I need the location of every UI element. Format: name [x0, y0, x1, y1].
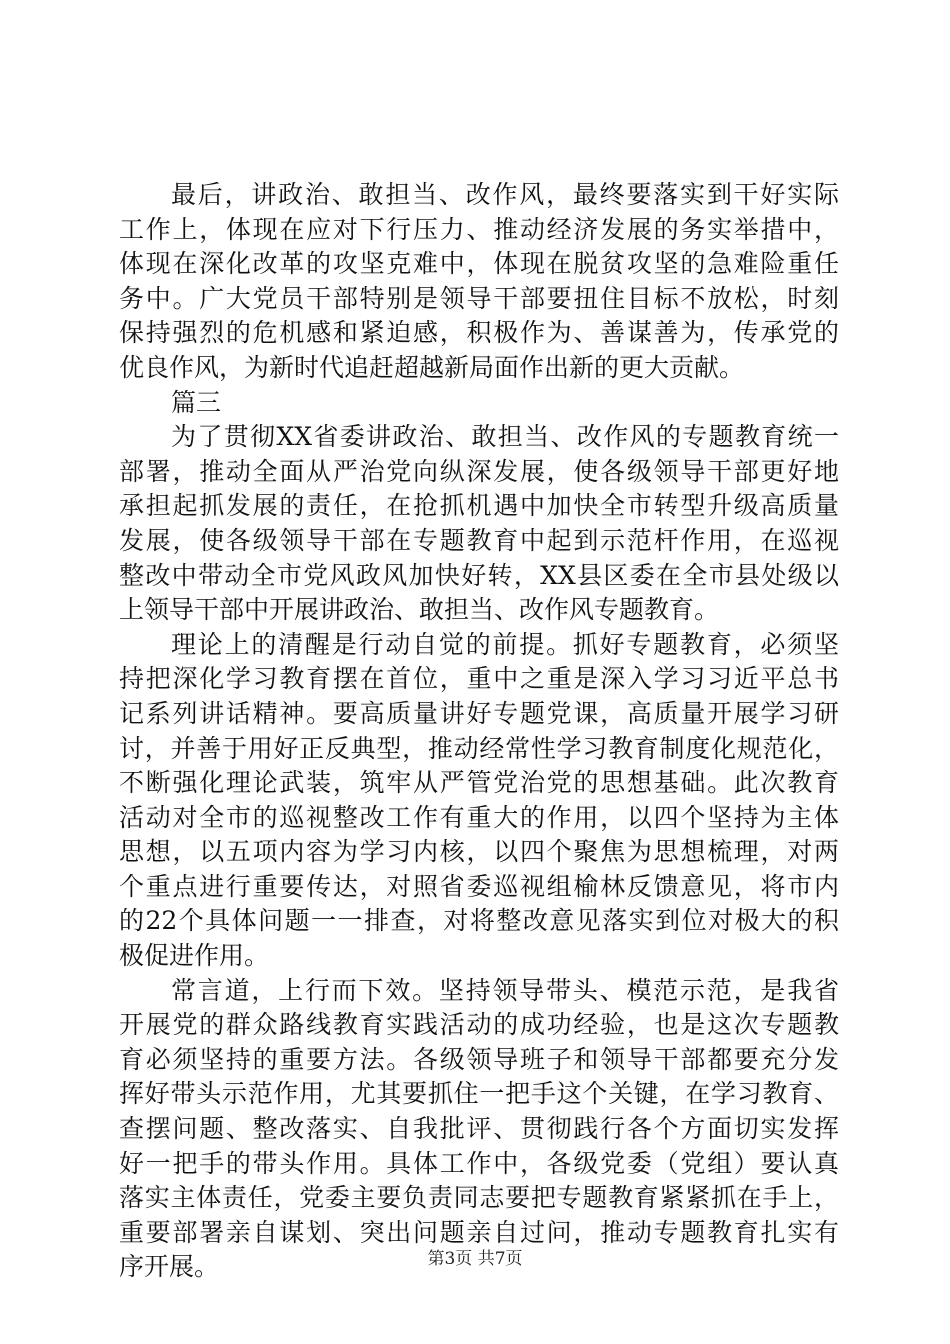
document-line: 思想，以五项内容为学习内核，以四个聚焦为思想梳理，对两 — [119, 837, 839, 867]
document-line: 工作上，体现在应对下行压力、推动经济发展的务实举措中， — [119, 214, 839, 244]
document-line: 活动对全市的巡视整改工作有重大的作用，以四个坚持为主体 — [119, 802, 839, 832]
document-line: 保持强烈的危机感和紧迫感，积极作为、善谋善为，传承党的 — [119, 318, 839, 348]
document-line: 上领导干部中开展讲政治、敢担当、改作风专题教育。 — [119, 595, 720, 625]
document-line: 最后，讲政治、敢担当、改作风，最终要落实到干好实际 — [171, 180, 839, 209]
document-line: 常言道，上行而下效。坚持领导带头、模范示范，是我省 — [171, 975, 839, 1005]
document-line: 体现在深化改革的攻坚克难中，体现在脱贫攻坚的急难险重任 — [119, 249, 839, 279]
document-line: 发展，使各级领导干部在专题教育中起到示范杆作用，在巡视 — [119, 525, 839, 555]
document-line: 育必须坚持的重要方法。各级领导班子和领导干部都要充分发 — [119, 1044, 839, 1074]
document-body — [119, 178, 839, 1285]
document-line: 个重点进行重要传达，对照省委巡视组榆林反馈意见，将市内 — [119, 871, 839, 901]
document-line: 序开展。 — [119, 1252, 220, 1282]
document-line: 不断强化理论武装，筑牢从严管党治党的思想基础。此次教育 — [119, 768, 839, 798]
document-line: 好一把手的带头作用。具体工作中，各级党委（党组）要认真 — [119, 1148, 839, 1178]
document-line: 重要部署亲自谋划、突出问题亲自过问，推动专题教育扎实有 — [119, 1217, 839, 1247]
document-line: 持把深化学习教育摆在首位，重中之重是深入学习习近平总书 — [119, 664, 839, 694]
document-line: 理论上的清醒是行动自觉的前提。抓好专题教育，必须坚 — [171, 629, 839, 659]
document-line: 查摆问题、整改落实、自我批评、贯彻践行各个方面切实发挥 — [119, 1114, 839, 1144]
document-line: 记系列讲话精神。要高质量讲好专题党课，高质量开展学习研 — [119, 698, 839, 728]
document-line: 承担起抓发展的责任，在抢抓机遇中加快全市转型升级高质量 — [119, 491, 839, 521]
document-line: 篇三 — [171, 387, 222, 417]
document-line: 讨，并善于用好正反典型，推动经常性学习教育制度化规范化， — [119, 733, 839, 763]
document-line: 整改中带动全市党风政风加快好转，XX县区委在全市县处级以 — [119, 560, 839, 590]
document-line: 落实主体责任，党委主要负责同志要把专题教育紧紧抓在手上， — [119, 1183, 839, 1213]
document-line: 部署，推动全面从严治党向纵深发展，使各级领导干部更好地 — [119, 456, 839, 486]
document-line: 的22个具体问题一一排查，对将整改意见落实到位对极大的积 — [119, 906, 839, 936]
document-line: 挥好带头示范作用，尤其要抓住一把手这个关键，在学习教育、 — [119, 1079, 839, 1109]
document-line: 优良作风，为新时代追赶超越新局面作出新的更大贡献。 — [119, 352, 745, 382]
document-line: 极促进作用。 — [119, 941, 270, 971]
page-footer: 第3页 共7页 — [427, 1249, 523, 1269]
document-line: 为了贯彻XX省委讲政治、敢担当、改作风的专题教育统一 — [171, 422, 839, 452]
document-line: 开展党的群众路线教育实践活动的成功经验，也是这次专题教 — [119, 1010, 839, 1040]
document-line: 务中。广大党员干部特别是领导干部要扭住目标不放松，时刻 — [119, 283, 839, 313]
